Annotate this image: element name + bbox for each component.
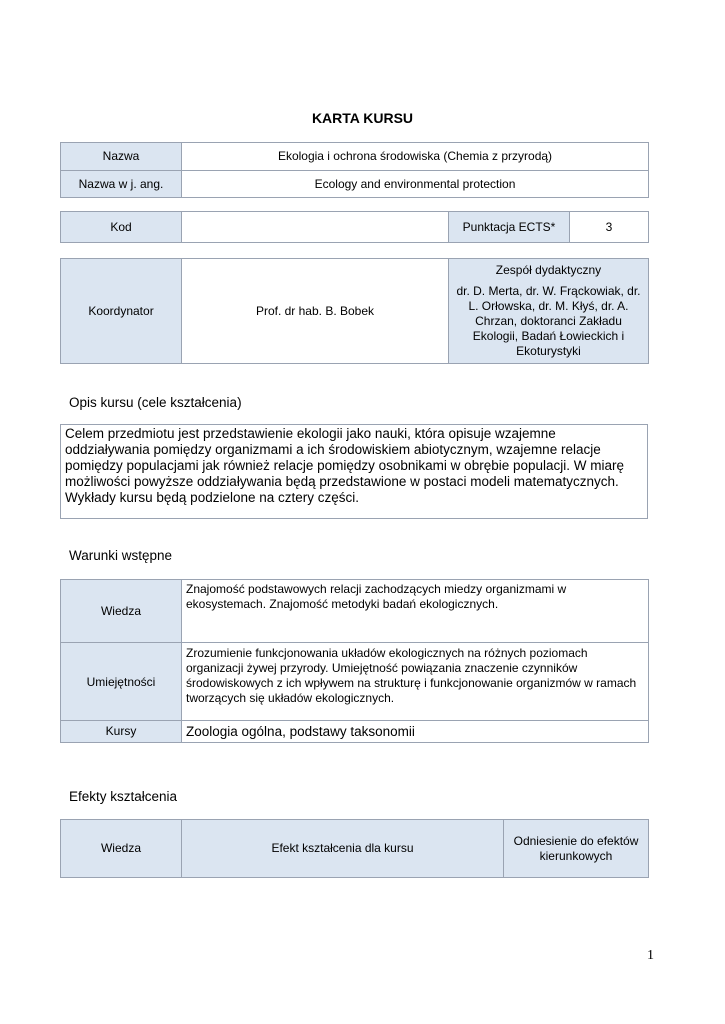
course-name-table: [60, 142, 649, 198]
outcomes-heading: Efekty kształcenia: [69, 789, 178, 804]
name-en-value: Ecology and environmental protection: [182, 171, 649, 198]
code-table: [60, 211, 649, 243]
description-heading: Opis kursu (cele kształcenia): [69, 395, 242, 410]
name-value: Ekologia i ochrona środowiska (Chemia z przyrodą): [182, 143, 649, 171]
code-label: Kod: [61, 212, 182, 243]
code-value: [182, 212, 449, 243]
ects-label: Punktacja ECTS*: [449, 212, 570, 243]
outcomes-table: [60, 819, 649, 878]
outcomes-col-effect: Efekt kształcenia dla kursu: [182, 820, 504, 878]
page-title: KARTA KURSU: [311, 110, 414, 126]
team-value: dr. D. Merta, dr. W. Frąckowiak, dr. L. Orłowska, dr. M. Kłyś, dr. A. Chrzan, doktoranci Zakładu Ekologii, Badań Łowieckich i Ekoturystyki: [456, 284, 641, 358]
skills-value: Zrozumienie funkcjonowania układów ekologicznych na różnych poziomach organizacji żywej przyrody. Umiejętność powiązania znaczenie czynników środowiskowych z ich wpływem na strukturę i funkcjonowanie organizmów w ramach tworzących się układów ekologicznych.: [182, 643, 649, 721]
courses-value: Zoologia ogólna, podstawy taksonomii: [182, 721, 649, 743]
courses-label: Kursy: [61, 721, 182, 743]
coordinator-value: Prof. dr hab. B. Bobek: [182, 259, 449, 364]
outcomes-col-knowledge: Wiedza: [61, 820, 182, 878]
name-label: Nazwa: [61, 143, 182, 171]
coordinator-table: [60, 258, 649, 364]
ects-value: 3: [570, 212, 649, 243]
skills-label: Umiejętności: [61, 643, 182, 721]
description-box: [60, 424, 648, 519]
name-en-label: Nazwa w j. ang.: [61, 171, 182, 198]
prerequisites-table: [60, 579, 649, 743]
knowledge-label: Wiedza: [61, 580, 182, 643]
prerequisites-heading: Warunki wstępne: [69, 548, 173, 563]
page-number: 1: [647, 948, 654, 963]
description-text-2: Wykłady kursu będą podzielone na cztery części.: [65, 490, 360, 505]
coordinator-label: Koordynator: [61, 259, 182, 364]
description-text: Celem przedmiotu jest przedstawienie ekologii jako nauki, która opisuje wzajemne oddziaływania pomiędzy organizmami a ich środowiskiem abiotycznym, wzajemne relacje pomiędzy populacjami jak również relacje pomiędzy osobnikami w obrębie populacji. W miarę możliwości powyższe oddziaływania będą przedstawione w postaci modeli matematycznych.: [65, 426, 625, 489]
team-label: Zespół dydaktyczny: [495, 263, 602, 277]
outcomes-col-reference: Odniesienie do efektów kierunkowych: [504, 820, 649, 878]
knowledge-value: Znajomość podstawowych relacji zachodzących miedzy organizmami w ekosystemach. Znajomość metodyki badań ekologicznych.: [182, 580, 649, 643]
